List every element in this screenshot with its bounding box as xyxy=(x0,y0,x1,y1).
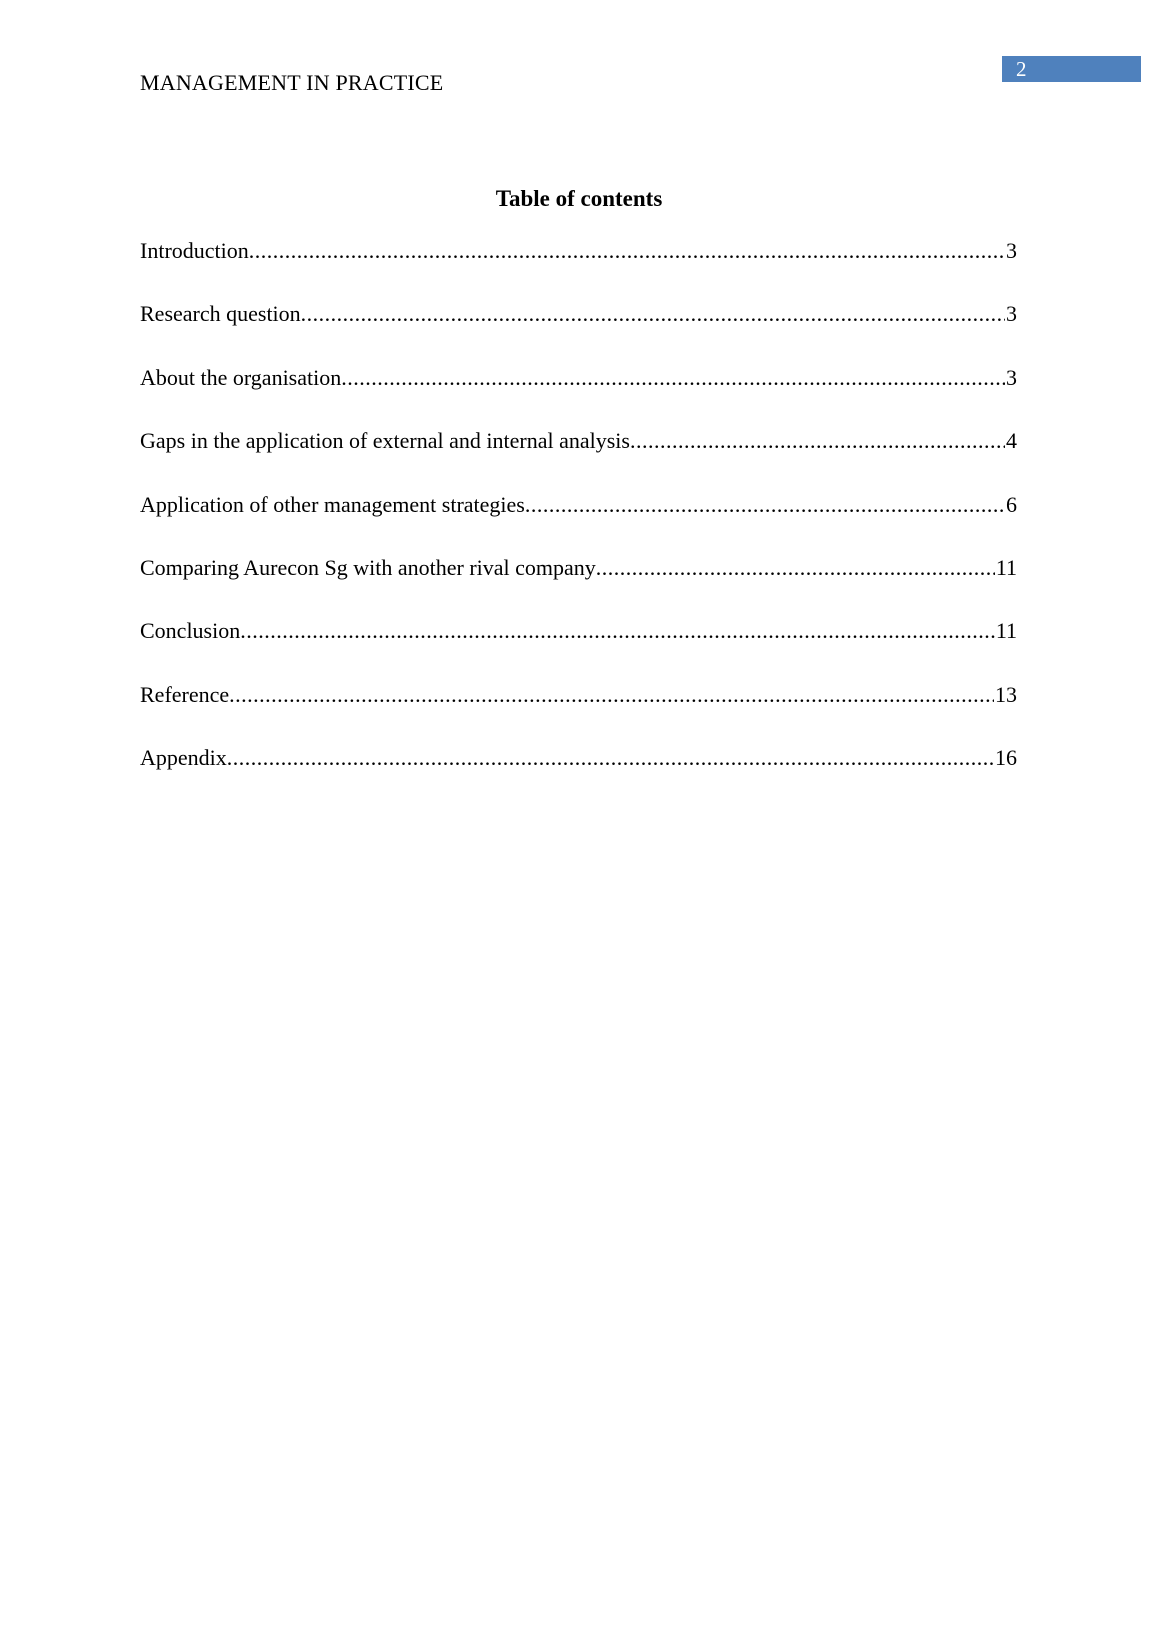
toc-entry-page: 4 xyxy=(1006,428,1017,454)
toc-entry-page: 11 xyxy=(995,618,1017,644)
toc-entry-page: 11 xyxy=(995,554,1017,580)
toc-entry-label: Conclusion xyxy=(140,618,241,644)
toc-dot-leader xyxy=(525,492,1005,518)
toc-entry-label: Introduction xyxy=(140,238,249,263)
toc-entry-research-question[interactable] xyxy=(140,301,1017,364)
toc-title: Table of contents xyxy=(495,186,663,211)
toc-list xyxy=(140,238,1017,809)
toc-entry-reference[interactable] xyxy=(140,682,1017,745)
page-number: 2 xyxy=(1016,57,1027,81)
toc-entry-label: Research question xyxy=(140,301,301,327)
toc-entry-label: Reference xyxy=(140,681,230,707)
toc-dot-leader xyxy=(240,618,995,644)
toc-entry-management-strategies[interactable] xyxy=(140,492,1017,555)
toc-entry-appendix[interactable] xyxy=(140,745,1017,808)
toc-entry-about-organisation[interactable] xyxy=(140,365,1017,428)
running-head: MANAGEMENT IN PRACTICE xyxy=(140,70,444,95)
page-number-badge xyxy=(1002,56,1141,82)
toc-entry-page: 3 xyxy=(1006,364,1017,390)
toc-entry-page: 6 xyxy=(1006,491,1017,517)
toc-entry-page: 13 xyxy=(995,681,1017,707)
toc-entry-label: Appendix xyxy=(140,745,227,771)
toc-dot-leader xyxy=(301,301,1005,327)
toc-entry-label: Application of other management strategies xyxy=(140,491,525,517)
toc-entry-introduction[interactable] xyxy=(140,238,1017,301)
toc-entry-page: 3 xyxy=(1006,301,1017,327)
toc-entry-page: 3 xyxy=(1006,238,1017,263)
toc-dot-leader xyxy=(227,745,994,771)
toc-entry-label: About the organisation xyxy=(140,364,342,390)
toc-dot-leader xyxy=(249,238,1005,264)
toc-entry-label: Comparing Aurecon Sg with another rival company xyxy=(140,554,596,580)
toc-dot-leader xyxy=(229,682,994,708)
toc-entry-label: Gaps in the application of external and internal analysis xyxy=(140,428,630,454)
toc-entry-conclusion[interactable] xyxy=(140,618,1017,681)
toc-dot-leader xyxy=(630,428,1005,454)
toc-entry-page: 16 xyxy=(995,745,1017,771)
toc-dot-leader xyxy=(341,365,1005,391)
toc-entry-comparing-rival[interactable] xyxy=(140,555,1017,618)
toc-dot-leader xyxy=(596,555,995,581)
toc-entry-gaps-analysis[interactable] xyxy=(140,428,1017,491)
